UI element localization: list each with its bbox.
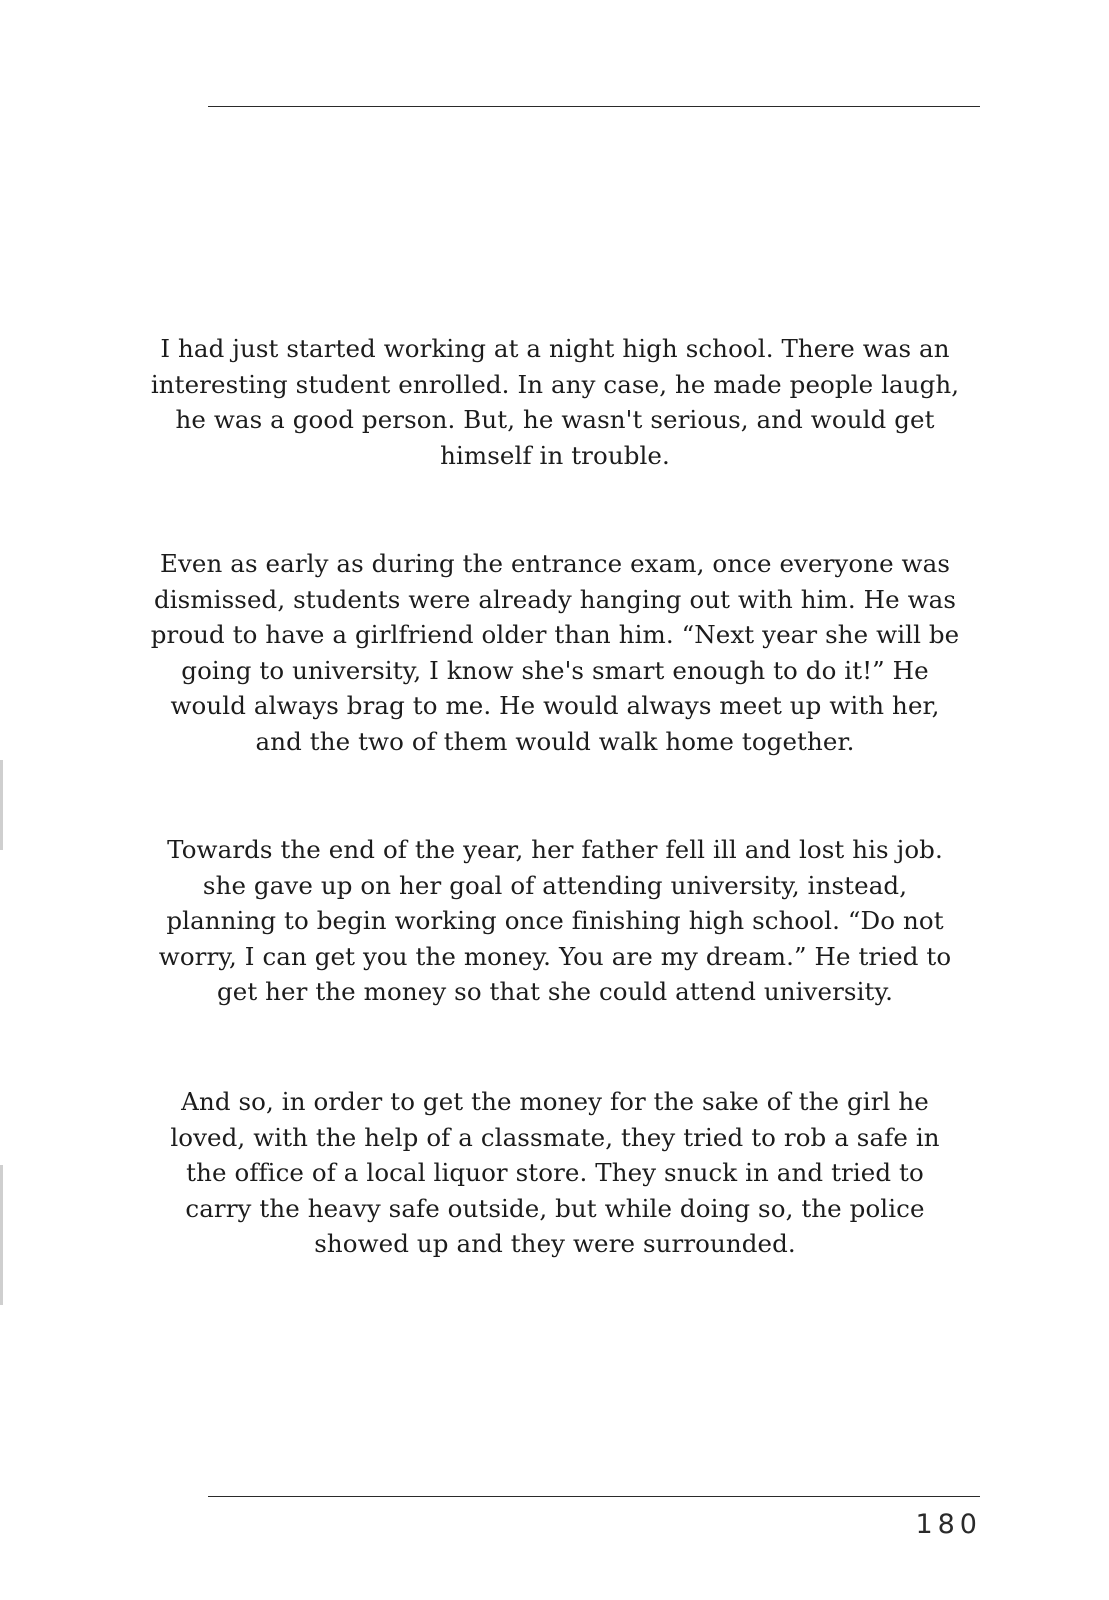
paragraph-3: Towards the end of the year, her father fell ill and lost his job. she gave up on her goal of attending university, instead, planning to begin working once finishing high school. “Do not worry, I can get you the money. You are my dream.” He tried to get her the money so that she could attend university.	[158, 835, 952, 1006]
paragraph-1: I had just started working at a night high school. There was an interesting student enrolled. In any case, he made people laugh, he was a good person. But, he wasn't serious, and would get himself in trouble.	[150, 334, 960, 470]
footer-rule	[208, 1496, 980, 1497]
paragraph-4: And so, in order to get the money for the sake of the girl he loved, with the help of a classmate, they tried to rob a safe in the office of a local liquor store. They snuck in and tried to carry the heavy safe outside, but while doing so, the police showed up and they were surrounded.	[170, 1087, 940, 1258]
scan-edge-mark	[0, 760, 3, 850]
scan-edge-mark	[0, 1165, 3, 1305]
paragraph-2: Even as early as during the entrance exam, once everyone was dismissed, students were already hanging out with him. He was proud to have a girlfriend older than him. “Next year she will be going to university, I know she's smart enough to do it!” He would always brag to me. He would always meet up with her, and the two of them would walk home together.	[150, 549, 960, 756]
page-number: 180	[915, 1509, 982, 1540]
header-rule	[208, 106, 980, 107]
